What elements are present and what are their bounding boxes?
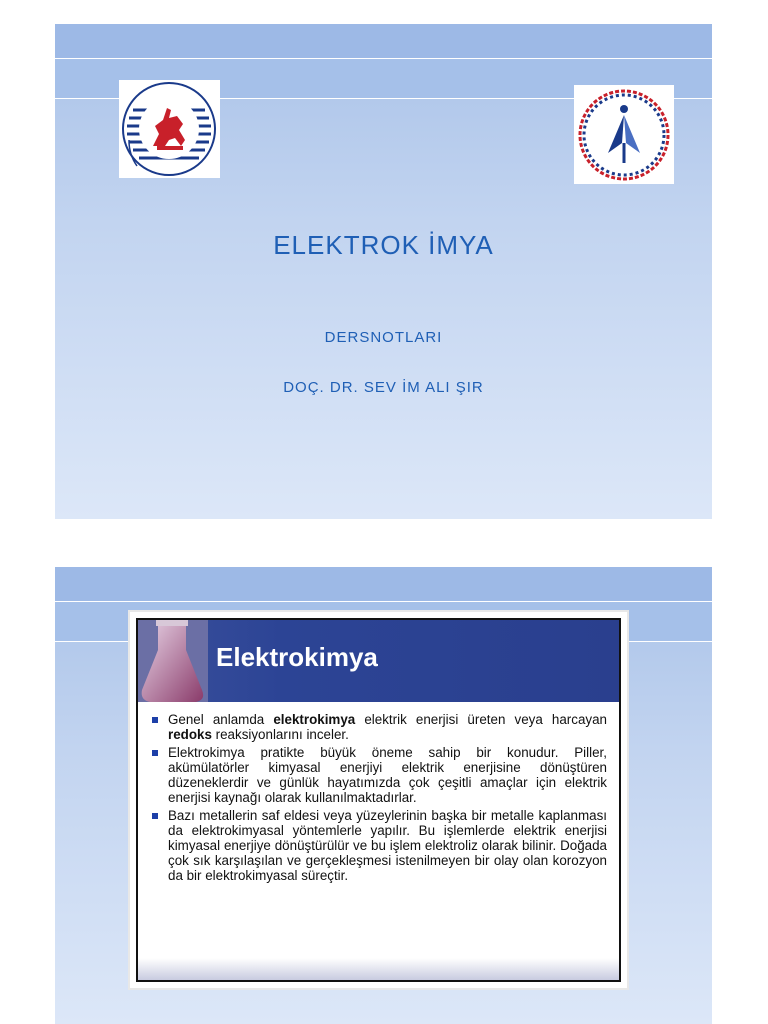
embedded-slide-footer	[138, 958, 619, 980]
embedded-slide-frame	[136, 618, 621, 982]
bullet-square-icon	[152, 750, 158, 756]
samsun-statue-logo-icon	[119, 80, 220, 178]
flask-icon	[138, 620, 208, 702]
bullet-square-icon	[152, 717, 158, 723]
bullet-item-1: Genel anlamda elektrokimya elektrik enerjisi üreten veya harcayan redoks reaksiyonlarını inceler.	[150, 712, 607, 742]
bullet-item-3: Bazı metallerin saf eldesi veya yüzeylerinin başka bir metalle kaplanması da elektrokimyasal yöntemlerle yapılır. Bu işlemlerde elektrik enerjisi kimyasal enerjiye dönüştürülür ve bu işlem elektroliz olarak bilinir. Doğada çok sık karşılaşılan ve gerçekleşmesi istenilmeyen bir olay olan korozyon da bir elektrokimyasal süreçtir.	[150, 808, 607, 883]
bullet-item-2: Elektrokimya pratikte büyük öneme sahip bir konudur. Piller, akümülatörler kimyasal enerjiyi elektrik enerjisine dönüştüren düzeneklerdir ve günlük hayatımızda çok çeşitli amaçlar için elektrik enerjisi kaynağı olarak kullanılmaktadırlar.	[150, 745, 607, 805]
embedded-slide-title: Elektrokimya	[216, 642, 378, 672]
header-band-top	[55, 24, 712, 59]
embedded-slide-image	[130, 612, 627, 988]
faculty-logo-right	[574, 85, 674, 184]
presentation-author: DOÇ. DR. SEV İM ALI ŞIR	[283, 379, 484, 396]
presentation-subtitle: DERSNOTLARI	[324, 329, 443, 346]
title-slide	[55, 24, 712, 519]
university-logo-left	[119, 80, 220, 178]
embedded-slide-body	[150, 712, 607, 886]
content-slide	[55, 567, 712, 1024]
header-band-top	[55, 567, 712, 602]
presentation-title: ELEKTROK İMYA	[273, 230, 494, 260]
embedded-slide-header	[138, 620, 619, 702]
engineering-faculty-logo-icon	[574, 85, 674, 184]
bullet-square-icon	[152, 813, 158, 819]
